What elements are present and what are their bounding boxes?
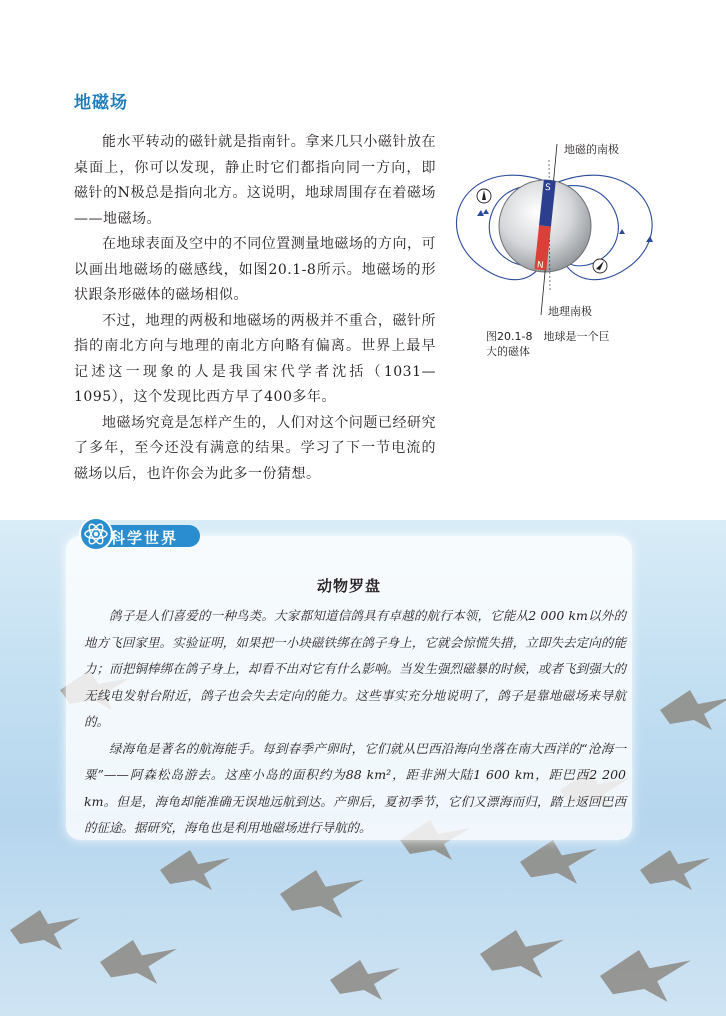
pigeon: [280, 870, 364, 918]
arrow-inner-left: [483, 209, 489, 214]
earth-magnetic-field-figure: [440, 130, 670, 330]
label-geographic-south: 地理南极: [548, 305, 592, 318]
figure-caption: 图20.1-8 地球是一个巨大的磁体: [486, 330, 610, 358]
pigeon: [160, 850, 230, 890]
science-world-text: [84, 603, 626, 842]
badge-label: 科学世界: [110, 529, 179, 547]
science-world-title: 动物罗盘: [316, 577, 381, 595]
pigeon: [520, 840, 597, 884]
pigeon: [660, 690, 726, 730]
paragraph: 鸽子是人们喜爱的一种鸟类。大家都知道信鸽具有卓越的航行本领，它能从2 000 km以外的地方飞回家里。实验证明，如果把一小块磁铁绑在鸽子身上，它就会惊慌失措，立即失去定向的能力；而把铜棒绑在鸽子身上，却看不出对它有什么影响。当发生强烈磁暴的时候，或者飞到强大的无线电发射台附近，鸽子也会失去定向的能力。这些事实充分地说明了，鸽子是靠地磁场来导航的。: [84, 608, 626, 729]
compass-left: [477, 189, 491, 203]
pigeon: [100, 940, 177, 984]
label-magnetic-south: 地磁的南极: [564, 143, 619, 156]
paragraph: 绿海龟是著名的航海能手。每到春季产卵时，它们就从巴西沿海向坐落在南大西洋的“沧海一粟”——阿森松岛游去。这座小岛的面积约为88 km²，距非洲大陆1 600 km，距巴西2 200 km。但是，海龟却能准确无误地远航到达。产卵后，夏初季节，它们又漂海而归，踏上返回巴西的征途。据研究，海龟也是利用地磁场进行导航的。: [84, 740, 626, 835]
paragraph: 地磁场究竟是怎样产生的，人们对这个问题已经研究了多年，至今还没有满意的结果。学习了下一节电流的磁场以后，也许你会为此多一份猜想。: [74, 414, 436, 482]
pigeon: [330, 960, 400, 1000]
science-world-badge: [78, 516, 200, 550]
paragraph: 不过，地理的两极和地磁场的两极并不重合，磁针所指的南北方向与地理的南北方向略有偏离。世界上最早记述这一现象的人是我国宋代学者沈括（1031—1095），这个发现比西方早了400多年。: [74, 312, 436, 405]
magnet-s-label: S: [544, 182, 552, 194]
pigeon: [480, 930, 564, 978]
compass-right: [593, 259, 607, 273]
paragraph: 能水平转动的磁针就是指南针。拿来几只小磁针放在桌面上，你可以发现，静止时它们都指向同一方向，即磁针的N极总是指向北方。这说明，地球周围存在着磁场——地磁场。: [74, 134, 436, 227]
arrow-left: [477, 210, 484, 216]
pigeon: [10, 910, 80, 950]
pigeon: [600, 950, 691, 1002]
arrow-inner-right: [619, 229, 625, 234]
earth-field-diagram: [440, 130, 670, 330]
body-text: [74, 130, 436, 487]
atom-icon: [78, 516, 114, 552]
pigeon: [640, 850, 710, 890]
section-heading: 地磁场: [74, 93, 128, 113]
magnet-n-label: N: [536, 260, 545, 272]
paragraph: 在地球表面及空中的不同位置测量地磁场的方向，可以画出地磁场的磁感线，如图20.1-8所示。地磁场的形状跟条形磁体的磁场相似。: [74, 236, 436, 303]
arrow-right: [646, 236, 653, 242]
